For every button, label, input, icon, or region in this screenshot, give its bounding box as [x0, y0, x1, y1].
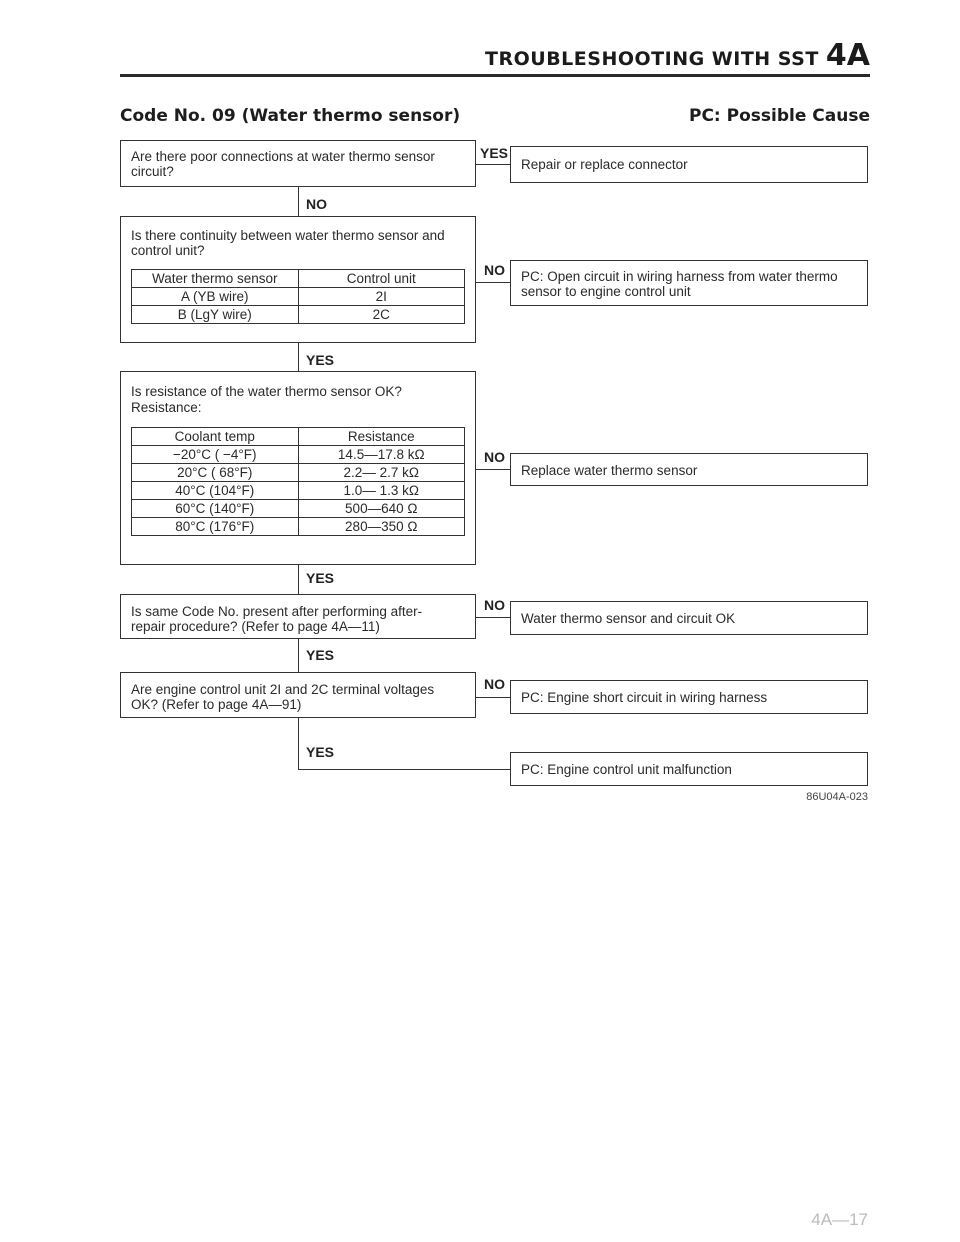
step2-question-text: Is there continuity between water thermo sensor and control unit? [131, 228, 445, 258]
table-header-row [132, 428, 465, 446]
table-cell: 14.5—17.8 kΩ [298, 446, 465, 464]
step5-yes-connector [298, 718, 299, 769]
header-section-number: 4A [825, 38, 870, 73]
table-row [132, 306, 465, 324]
table-cell: A (YB wire) [132, 288, 299, 306]
step5-yes-label: YES [306, 744, 335, 760]
step4-question-text: Is same Code No. present after performing after-repair procedure? (Refer to page 4A—11) [131, 604, 423, 634]
table-row [132, 446, 465, 464]
step2-no-label: NO [484, 262, 505, 278]
step3-no-result-text: Replace water thermo sensor [521, 463, 698, 478]
header-rule [120, 74, 870, 77]
resistance-table [131, 427, 465, 536]
section-title: Code No. 09 (Water thermo sensor) [120, 106, 461, 126]
page-header-title [400, 38, 870, 73]
table-row [132, 288, 465, 306]
step5-no-label: NO [484, 676, 505, 692]
step3-no-label: NO [484, 449, 505, 465]
step5-no-result-text: PC: Engine short circuit in wiring harness [521, 690, 768, 705]
table-cell: 20°C ( 68°F) [132, 464, 299, 482]
step2-question-box [120, 216, 476, 343]
table-cell: 80°C (176°F) [132, 518, 299, 536]
table-cell: 40°C (104°F) [132, 482, 299, 500]
step2-no-result-box [510, 260, 868, 306]
step1-no-label: NO [306, 196, 327, 212]
step3-question-box [120, 371, 476, 565]
step4-yes-label: YES [306, 647, 335, 663]
step5-no-result-box [510, 680, 868, 714]
figure-code: 86U04A-023 [806, 791, 868, 803]
step3-question-text: Is resistance of the water thermo sensor OK? [131, 384, 402, 399]
step5-yes-result-box [510, 752, 868, 786]
table-cell: 2I [298, 288, 465, 306]
step3-no-connector [476, 469, 510, 470]
step5-yes-horizontal-connector [298, 769, 510, 770]
page-number: 4A—17 [811, 1210, 868, 1229]
header-title-text: TROUBLESHOOTING WITH SST [485, 48, 819, 70]
step2-yes-label: YES [306, 352, 335, 368]
step1-no-connector [298, 187, 299, 216]
step5-question-text: Are engine control unit 2I and 2C terminal voltages OK? (Refer to page 4A—91) [131, 682, 435, 712]
table-cell: 60°C (140°F) [132, 500, 299, 518]
step4-no-result-text: Water thermo sensor and circuit OK [521, 611, 736, 626]
table-row [132, 518, 465, 536]
table-row [132, 464, 465, 482]
step4-no-connector [476, 617, 510, 618]
table-header-cell: Resistance [298, 428, 465, 446]
step3-resistance-label: Resistance: [131, 400, 202, 415]
step4-yes-connector [298, 639, 299, 672]
table-cell: 500—640 Ω [298, 500, 465, 518]
table-row [132, 482, 465, 500]
step4-no-label: NO [484, 597, 505, 613]
table-cell: −20°C ( −4°F) [132, 446, 299, 464]
table-cell: 2C [298, 306, 465, 324]
step5-question-box [120, 672, 476, 718]
step2-yes-connector [298, 343, 299, 371]
table-row [132, 500, 465, 518]
step1-yes-connector [476, 164, 510, 165]
step2-no-connector [476, 282, 510, 283]
table-cell: 2.2— 2.7 kΩ [298, 464, 465, 482]
step3-yes-label: YES [306, 570, 335, 586]
step1-question-text: Are there poor connections at water thermo sensor circuit? [131, 149, 435, 179]
step5-yes-result-text: PC: Engine control unit malfunction [521, 762, 732, 777]
table-cell: 1.0— 1.3 kΩ [298, 482, 465, 500]
table-header-cell: Coolant temp [132, 428, 299, 446]
step1-yes-label: YES [480, 145, 509, 161]
possible-cause-legend: PC: Possible Cause [689, 106, 870, 126]
step2-no-result-text: PC: Open circuit in wiring harness from water thermo sensor to engine control unit [521, 269, 838, 299]
step3-yes-connector [298, 565, 299, 594]
table-header-cell: Control unit [298, 270, 465, 288]
step3-no-result-box [510, 453, 868, 486]
step4-question-box [120, 594, 476, 639]
continuity-table [131, 269, 465, 324]
step4-no-result-box [510, 601, 868, 635]
step5-no-connector [476, 697, 510, 698]
step1-yes-result-text: Repair or replace connector [521, 157, 688, 172]
table-cell: B (LgY wire) [132, 306, 299, 324]
step1-yes-result-box [510, 146, 868, 183]
table-cell: 280—350 Ω [298, 518, 465, 536]
step1-question-box [120, 140, 476, 187]
table-header-cell: Water thermo sensor [132, 270, 299, 288]
table-header-row [132, 270, 465, 288]
